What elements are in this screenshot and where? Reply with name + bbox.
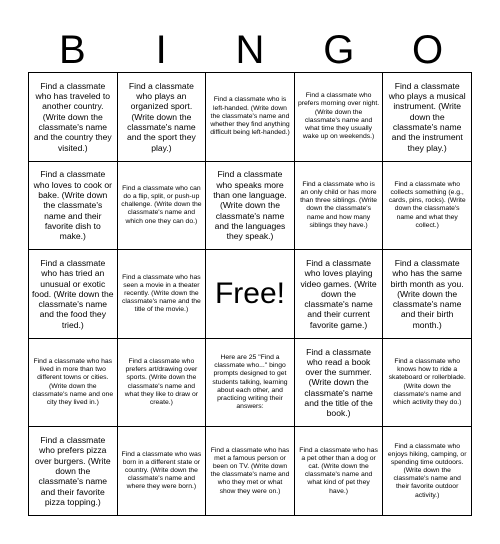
cell-prompt: Find a classmate who is an only child or has more than three siblings. (Write down the classmate's name and how many siblings they have.) [300, 180, 378, 229]
bingo-cell[interactable] [118, 250, 207, 339]
cell-prompt: Find a classmate who has seen a movie in a theater recently. (Write down the classmate's name and the title of the movie.) [122, 273, 201, 314]
cell-prompt: Find a classmate who enjoys hiking, camping, or spending time outdoors. (Write down the classmate's name and their favorite outdoor activity.) [387, 442, 467, 499]
cell-prompt: Here are 25 "Find a classmate who..." bingo prompts designed to get students talking, learning about each other, and practicing writing their answers: [212, 354, 288, 410]
bingo-cell[interactable] [206, 339, 295, 428]
bingo-grid [28, 72, 472, 516]
bingo-cell[interactable] [383, 427, 472, 516]
cell-prompt: Find a classmate who loves playing video games. (Write down the classmate's name and their current favorite game.) [300, 257, 377, 330]
free-space[interactable] [206, 250, 295, 339]
bingo-cell[interactable] [29, 250, 118, 339]
bingo-cell[interactable] [383, 162, 472, 251]
bingo-cell[interactable] [295, 162, 384, 251]
bingo-cell[interactable] [29, 339, 118, 428]
cell-prompt: Find a classmate who has lived in more than two different towns or cities. (Write down the classmate's name and one city they lived in.) [32, 358, 114, 406]
bingo-cell[interactable] [295, 73, 384, 162]
bingo-cell[interactable] [206, 427, 295, 516]
cell-prompt: Find a classmate who has the same birth month as you. (Write down the classmate's name and their birth month.) [390, 257, 464, 330]
bingo-cell[interactable] [118, 162, 207, 251]
cell-prompt: Find a classmate who prefers pizza over burgers. (Write down the classmate's name and their favorite pizza topping.) [34, 435, 111, 507]
bingo-cell[interactable] [29, 162, 118, 251]
bingo-cell[interactable] [29, 73, 118, 162]
bingo-cell[interactable] [206, 162, 295, 251]
free-space-label: Free! [214, 276, 285, 310]
header-letter-o: O [412, 28, 444, 72]
cell-prompt: Find a classmate who plays an organized sport. (Write down the classmate's name and the sport they play.) [126, 80, 196, 153]
cell-prompt: Find a classmate who read a book over the summer. (Write down the classmate's name and the title of the book.) [304, 346, 373, 419]
cell-prompt: Find a classmate who speaks more than one language. (Write down the classmate's name and the languages they speak.) [213, 169, 287, 242]
cell-prompt: Find a classmate who was born in a different state or country. (Write down the classmate's name and where they were born.) [121, 450, 202, 491]
bingo-cell[interactable] [29, 427, 118, 516]
bingo-cell[interactable] [118, 339, 207, 428]
bingo-cell[interactable] [295, 339, 384, 428]
cell-prompt: Find a classmate who collects something (e.g., cards, pins, rocks). (Write down the classmate's name and what they collect.) [388, 180, 466, 229]
cell-prompt: Find a classmate who loves to cook or bake. (Write down the classmate's name and their favorite dish to make.) [33, 169, 112, 242]
bingo-cell[interactable] [118, 73, 207, 162]
bingo-cell[interactable] [383, 250, 472, 339]
cell-prompt: Find a classmate who has a pet other than a dog or cat. (Write down the classmate's name and what kind of pet they have.) [299, 446, 378, 495]
cell-prompt: Find a classmate who prefers art/drawing over sports. (Write down the classmate's name and what they like to draw or create.) [124, 358, 199, 406]
header-letter-i: I [155, 28, 167, 72]
header-letter-b: B [59, 28, 86, 72]
bingo-cell[interactable] [206, 73, 295, 162]
bingo-header [28, 28, 472, 72]
cell-prompt: Find a classmate who plays a musical instrument. (Write down the classmate's name and the instrument they play.) [388, 80, 466, 153]
bingo-cell[interactable] [383, 73, 472, 162]
cell-prompt: Find a classmate who knows how to ride a skateboard or rollerblade. (Write down the classmate's name and which activity they do.) [388, 358, 466, 406]
bingo-cell[interactable] [295, 250, 384, 339]
cell-prompt: Find a classmate who has tried an unusual or exotic food. (Write down the classmate's name and the food they tried.) [32, 257, 114, 330]
cell-prompt: Find a classmate who can do a flip, split, or push-up challenge. (Write down the classmate's name and which one they can do.) [121, 185, 202, 225]
header-letter-n: N [235, 28, 265, 72]
cell-prompt: Find a classmate who is left-handed. (Write down the classmate's name and whether they find anything difficult being left-handed.) [210, 96, 290, 137]
bingo-cell[interactable] [383, 339, 472, 428]
cell-prompt: Find a classmate who prefers morning over night. (Write down the classmate's name and what time they usually wake up on weekends.) [297, 92, 380, 141]
bingo-cell[interactable] [295, 427, 384, 516]
cell-prompt: Find a classmate who has traveled to another country. (Write down the classmate's name and the country they visited.) [33, 80, 112, 153]
bingo-cell[interactable] [118, 427, 207, 516]
header-letter-g: G [323, 28, 355, 72]
cell-prompt: Find a classmate who has met a famous person or been on TV. (Write down the classmate's name and who they met or what show they were on.) [210, 446, 290, 495]
